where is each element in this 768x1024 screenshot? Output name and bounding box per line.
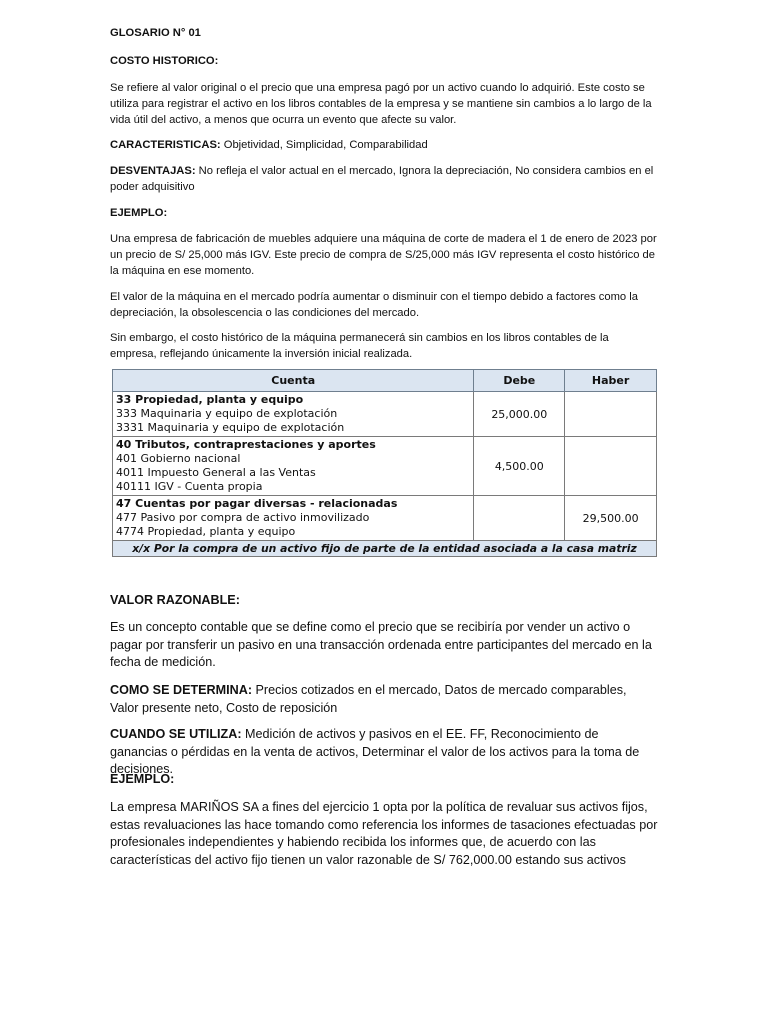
costo-ejemplo-p1: Una empresa de fabricación de muebles adquiere una máquina de corte de madera el 1 de enero de 2023 por un precio de S/ 25,000 más IGV. Este precio de compra de S/25,000 más IGV representa el costo histórico de la máquina en ese momento. <box>110 233 657 277</box>
desventajas-line <box>110 163 658 195</box>
account-line: 4774 Propiedad, planta y equipo <box>116 525 296 538</box>
desventajas-text: No refleja el valor actual en el mercado, Ignora la depreciación, No considera cambios en el poder adquisitivo <box>110 165 654 193</box>
account-cell <box>113 392 474 437</box>
table-header-row <box>113 370 657 392</box>
debe-cell: 25,000.00 <box>474 392 565 437</box>
debe-cell <box>474 496 565 541</box>
determina-line <box>110 682 658 717</box>
account-cell <box>113 496 474 541</box>
determina-label: COMO SE DETERMINA: <box>110 683 253 697</box>
costo-ejemplo-heading: EJEMPLO: <box>110 207 168 219</box>
caracteristicas-label: CARACTERISTICAS: <box>110 139 221 151</box>
account-line: 3331 Maquinaria y equipo de explotación <box>116 421 345 434</box>
caracteristicas-text: Objetividad, Simplicidad, Comparabilidad <box>220 139 428 151</box>
account-cell <box>113 437 474 496</box>
entry-gloss: x/x Por la compra de un activo fijo de parte de la entidad asociada a la casa matriz <box>113 541 657 557</box>
table-note-row <box>113 541 657 557</box>
valor-definition: Es un concepto contable que se define como el precio que se recibiría por vender un activo o pagar por transferir un pasivo en una transacción ordenada entre participantes del mercado en la fecha de medición. <box>110 620 652 669</box>
account-line: 333 Maquinaria y equipo de explotación <box>116 407 338 420</box>
col-header-debe: Debe <box>474 370 565 392</box>
col-header-cuenta: Cuenta <box>113 370 474 392</box>
account-line: 401 Gobierno nacional <box>116 452 241 465</box>
costo-heading: COSTO HISTORICO: <box>110 55 219 67</box>
haber-cell <box>565 437 657 496</box>
account-line: 47 Cuentas por pagar diversas - relacionadas <box>116 497 398 510</box>
utiliza-label: CUANDO SE UTILIZA: <box>110 727 242 741</box>
table-row <box>113 392 657 437</box>
col-header-haber: Haber <box>565 370 657 392</box>
account-line: 40111 IGV - Cuenta propia <box>116 480 263 493</box>
table-row <box>113 496 657 541</box>
valor-heading: VALOR RAZONABLE: <box>110 593 240 607</box>
costo-ejemplo-p3: Sin embargo, el costo histórico de la máquina permanecerá sin cambios en los libros contables de la empresa, reflejando únicamente la inversión inicial realizada. <box>110 332 609 360</box>
account-line: 4011 Impuesto General a las Ventas <box>116 466 316 479</box>
utiliza-text: Medición de activos y pasivos en el EE. FF, Reconocimiento de ganancias o pérdidas en la venta de activos, Determinar el valor de los activos para la toma de decisiones. <box>110 727 640 776</box>
account-line: 477 Pasivo por compra de activo inmovilizado <box>116 511 370 524</box>
debe-cell: 4,500.00 <box>474 437 565 496</box>
doc-title: GLOSARIO N° 01 <box>110 27 201 39</box>
account-line: 33 Propiedad, planta y equipo <box>116 393 304 406</box>
account-line: 40 Tributos, contraprestaciones y aportes <box>116 438 376 451</box>
desventajas-label: DESVENTAJAS: <box>110 165 196 177</box>
haber-cell <box>565 392 657 437</box>
determina-text: Precios cotizados en el mercado, Datos de mercado comparables, Valor presente neto, Costo de reposición <box>110 683 627 715</box>
caracteristicas-line <box>110 137 658 153</box>
valor-ejemplo-p1: La empresa MARIÑOS SA a fines del ejercicio 1 opta por la política de revaluar sus activos fijos, estas revaluaciones las hace tomando como referencia los informes de tasaciones efectuadas por profesionales independientes y habiendo recibida los informes que, de acuerdo con las características del activo fijo tienen un valor razonable de S/ 762,000.00 estando sus activos <box>110 800 658 867</box>
table-row <box>113 437 657 496</box>
costo-definition: Se refiere al valor original o el precio que una empresa pagó por un activo cuando lo adquirió. Este costo se utiliza para registrar el activo en los libros contables de la empresa y se mantiene sin cambios a lo largo de la vida útil del activo, a menos que ocurra un evento que afecte su valor. <box>110 82 652 126</box>
journal-entry-table <box>112 369 657 557</box>
costo-ejemplo-p2: El valor de la máquina en el mercado podría aumentar o disminuir con el tiempo debido a factores como la depreciación, la obsolescencia o las condiciones del mercado. <box>110 291 638 319</box>
haber-cell: 29,500.00 <box>565 496 657 541</box>
valor-ejemplo-heading: EJEMPLO: <box>110 772 175 786</box>
